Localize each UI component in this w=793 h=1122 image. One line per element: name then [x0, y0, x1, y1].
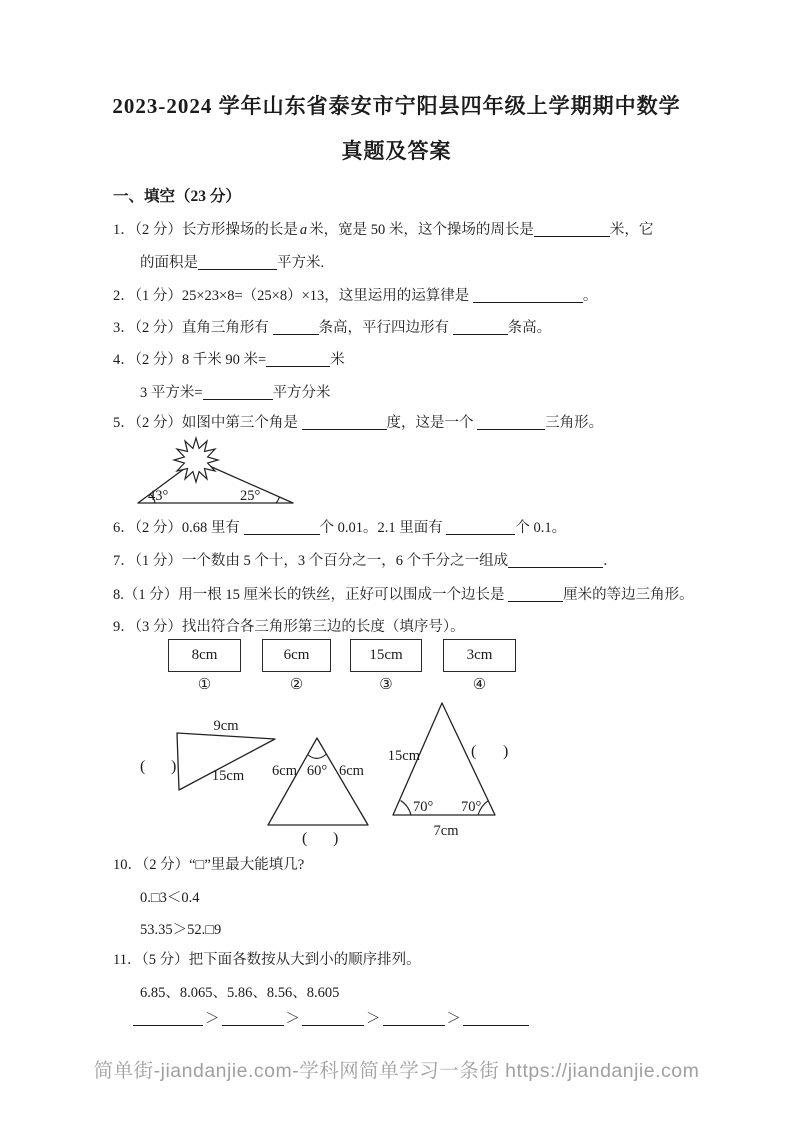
star-blot-icon — [174, 438, 218, 482]
question-2-line — [113, 286, 597, 306]
q8-text-2: 厘米的等边三角形。 — [563, 587, 694, 603]
question-11-numbers: 6.85、8.065、5.86、8.56、8.605 — [140, 985, 340, 1001]
answer-blank[interactable] — [463, 1010, 529, 1026]
answer-blank[interactable] — [203, 384, 273, 400]
triangle-2-outline — [268, 738, 368, 825]
triangle-3-answer-slot[interactable]: ) — [503, 743, 509, 760]
q5-text-2: 度，这是一个 — [386, 415, 478, 431]
q7-text-2: ． — [603, 553, 618, 569]
triangle-3-right-angle-label: 70° — [461, 799, 482, 815]
q5-triangle-figure — [130, 430, 310, 515]
answer-blank[interactable] — [473, 287, 583, 303]
answer-blank[interactable] — [302, 1010, 364, 1026]
triangle-2-answer-slot[interactable]: ( — [302, 830, 308, 847]
q4-text-4: 平方分米 — [272, 385, 331, 401]
triangle-2-apex-arc — [308, 754, 327, 758]
length-card-4 — [443, 639, 516, 693]
triangle-2-right-side-label: 6cm — [339, 763, 364, 779]
length-card-3-number: ③ — [379, 677, 393, 693]
answer-blank[interactable] — [244, 519, 320, 535]
question-3-line — [113, 318, 551, 338]
question-10-sub-1: 0.□3＜0.4 — [140, 890, 200, 906]
length-card-2-box — [262, 639, 331, 672]
question-4-line-2 — [140, 383, 331, 403]
q3-text-1: 3．（2 分）直角三角形有 — [113, 320, 273, 336]
triangle-1-answer-slot[interactable]: ( — [140, 758, 146, 775]
q6-text-1: 6．（2 分）0.68 里有 — [113, 520, 244, 536]
triangle-3-left-side-label: 15cm — [387, 748, 420, 764]
q1-text-3: 米，它 — [609, 222, 654, 238]
answer-blank[interactable] — [383, 1010, 445, 1026]
answer-blank[interactable] — [273, 319, 319, 335]
right-angle-label: 25° — [240, 488, 261, 504]
page-title-line-2: 真题及答案 — [341, 139, 452, 163]
q1-text-4: 的面积是 — [140, 255, 198, 271]
triangle-3-base-label: 7cm — [433, 823, 459, 839]
q1-text-1: 1．（2 分）长方形操场的长是 — [113, 222, 298, 238]
q4-text-3: 3 平方米= — [140, 385, 203, 401]
triangle-1-top-side-label: 9cm — [213, 718, 239, 734]
question-11-ordering-line — [133, 1009, 529, 1029]
answer-blank[interactable] — [446, 519, 515, 535]
q1-variable-a: a — [299, 222, 308, 238]
q5-text-3: 三角形。 — [545, 415, 604, 431]
length-card-4-number: ④ — [472, 677, 487, 693]
question-9-line: 9．（3 分）找出符合各三角形第三边的长度（填序号）。 — [113, 619, 465, 635]
q5-text-1: 5．（2 分）如图中第三个角是 — [113, 415, 302, 431]
greater-than-sign: ＞ — [446, 1011, 461, 1027]
q6-text-3: 个 0.1。 — [515, 520, 567, 536]
q9-triangles-figure — [130, 693, 530, 853]
answer-blank[interactable] — [302, 414, 387, 430]
q1-text-5: 平方米. — [277, 255, 325, 271]
question-1-line-1 — [113, 220, 653, 240]
answer-blank[interactable] — [266, 351, 330, 367]
answer-blank[interactable] — [222, 1010, 284, 1026]
answer-blank[interactable] — [198, 254, 277, 270]
greater-than-sign: ＞ — [205, 1011, 220, 1027]
question-8-line — [113, 585, 694, 605]
greater-than-sign: ＞ — [285, 1011, 300, 1027]
q2-text-2: 。 — [582, 288, 598, 304]
length-card-1-number: ① — [197, 677, 212, 693]
length-card-1 — [168, 639, 241, 693]
triangle-3-left-angle-arc — [401, 801, 412, 816]
length-card-3-value: 15cm — [369, 647, 403, 663]
question-7-line — [113, 551, 618, 571]
length-card-2-number: ② — [289, 677, 304, 693]
q7-text-1: 7．（1 分）一个数由 5 个十，3 个百分之一，6 个千分之一组成 — [113, 553, 509, 569]
triangle-2-answer-slot[interactable]: ) — [333, 830, 339, 847]
answer-blank[interactable] — [534, 221, 610, 237]
triangle-1-answer-slot[interactable]: ) — [171, 758, 177, 775]
greater-than-sign: ＞ — [366, 1011, 381, 1027]
page-title-line-1: 2023-2024 学年山东省泰安市宁阳县四年级上学期期中数学 — [112, 94, 681, 118]
triangle-3-answer-slot[interactable]: ( — [471, 743, 477, 760]
answer-blank[interactable] — [453, 319, 508, 335]
question-10-line: 10．（2 分）“□”里最大能填几? — [113, 857, 305, 873]
q3-text-2: 条高，平行四边形有 — [318, 320, 453, 336]
q8-text-1: 8.（1 分）用一根 15 厘米长的铁丝，正好可以围成一个边长是 — [113, 587, 509, 603]
q4-text-2: 米 — [330, 352, 345, 368]
question-10-sub-2: 53.35＞52.□9 — [140, 922, 222, 938]
length-card-1-value: 8cm — [191, 647, 218, 663]
answer-blank[interactable] — [508, 552, 603, 568]
triangle-3-left-angle-label: 70° — [413, 799, 434, 815]
question-4-line-1 — [113, 350, 345, 370]
length-card-2-value: 6cm — [283, 647, 310, 663]
triangle-2-apex-angle-label: 60° — [306, 763, 328, 779]
site-watermark-footer: 简单街-jiandanjie.com-学科网简单学习一条街 https://jiandanjie.com — [93, 1060, 700, 1082]
question-11-line: 11．（5 分）把下面各数按从大到小的顺序排列。 — [113, 952, 421, 968]
left-angle-label: 43° — [148, 488, 169, 504]
q9-length-cards — [0, 639, 793, 697]
question-6-line — [113, 518, 566, 538]
triangle-1-slant-side-label: 15cm — [211, 768, 245, 784]
answer-blank[interactable] — [508, 586, 563, 602]
length-card-3-box — [350, 639, 422, 672]
length-card-3 — [350, 639, 422, 693]
q1-text-2: 米，宽是 50 米，这个操场的周长是 — [309, 222, 534, 238]
length-card-1-box — [168, 639, 241, 672]
section-1-heading: 一、填空（23 分） — [113, 188, 241, 205]
answer-blank[interactable] — [477, 414, 545, 430]
q4-text-1: 4．（2 分）8 千米 90 米= — [113, 352, 267, 368]
length-card-2 — [262, 639, 331, 693]
question-1-line-2 — [140, 253, 324, 273]
length-card-4-box — [443, 639, 516, 672]
right-angle-arc — [276, 497, 279, 503]
length-card-4-value: 3cm — [466, 647, 493, 663]
q3-text-3: 条高。 — [507, 320, 552, 336]
answer-blank[interactable] — [133, 1010, 203, 1026]
q6-text-2: 个 0.01。2.1 里面有 — [319, 520, 447, 536]
triangle-2-left-side-label: 6cm — [272, 763, 297, 779]
q2-text-1: 2．（1 分）25×23×8=（25×8）×13，这里运用的运算律是 — [113, 288, 473, 304]
